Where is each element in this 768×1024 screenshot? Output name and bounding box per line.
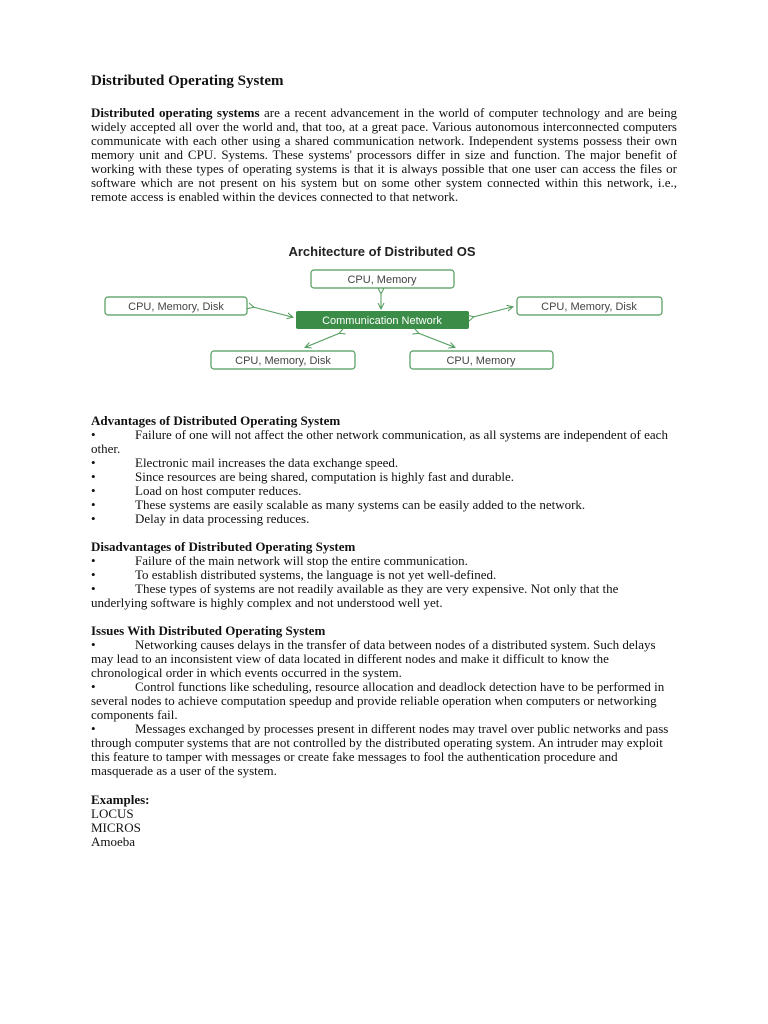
bullet-icon: •: [91, 497, 96, 512]
list-item-text: Control functions like scheduling, resource allocation and deadlock detection have to be performed in several nodes to achieve computation speedup and provide reliable operation when computers or networking components fail.: [91, 679, 665, 722]
arrow-bottom-right: [418, 333, 454, 347]
bullet-icon: •: [91, 581, 96, 596]
issues-section: [91, 624, 677, 778]
examples-section: [91, 793, 677, 849]
node-left-label: CPU, Memory, Disk: [128, 301, 224, 313]
list-item-text: These systems are easily scalable as many systems can be easily added to the network.: [135, 497, 586, 512]
bullet-icon: •: [91, 469, 96, 484]
diagram-title: Architecture of Distributed OS: [288, 244, 476, 259]
bullet-icon: •: [91, 679, 96, 694]
disadvantages-heading: Disadvantages of Distributed Operating System: [91, 539, 356, 554]
arrow-left: [253, 307, 292, 317]
example-item: LOCUS: [91, 806, 134, 821]
center-network-label: Communication Network: [322, 315, 442, 327]
page-title: Distributed Operating System: [91, 73, 284, 89]
list-item-text: Electronic mail increases the data exchange speed.: [135, 455, 399, 470]
list-item-text: Failure of the main network will stop the entire communication.: [135, 553, 468, 568]
node-right-label: CPU, Memory, Disk: [541, 301, 637, 313]
bullet-icon: •: [91, 553, 96, 568]
bullet-icon: •: [91, 511, 96, 526]
list-item-text: These types of systems are not readily available as they are very expensive. Not only that the underlying software is highly complex and not understood well yet.: [91, 581, 619, 610]
list-item: [91, 512, 677, 526]
list-item-text: Messages exchanged by processes present in different nodes may travel over public networks and pass through computer systems that are not controlled by the distributed operating system. An intruder may exploit this feature to tamper with messages or create fake messages to fool the authentication procedure and masquerade as a user of the system.: [91, 721, 669, 778]
node-bottom-left-label: CPU, Memory, Disk: [235, 355, 331, 367]
bullet-icon: •: [91, 721, 96, 736]
list-item-text: Networking causes delays in the transfer of data between nodes of a distributed system. Such delays may lead to an inconsistent view of data located in different nodes and make it difficult to know the chronological order in which events occurred in the system.: [91, 637, 656, 680]
list-item-text: To establish distributed systems, the language is not yet well-defined.: [135, 567, 497, 582]
issues-heading: Issues With Distributed Operating System: [91, 623, 326, 638]
bullet-icon: •: [91, 567, 96, 582]
list-item: [91, 456, 677, 470]
issues-list: [91, 638, 677, 778]
list-item-text: Load on host computer reduces.: [135, 483, 302, 498]
advantages-heading: Advantages of Distributed Operating System: [91, 413, 341, 428]
node-bottom-right-label: CPU, Memory: [446, 355, 516, 367]
arrow-bottom-left: [306, 333, 340, 347]
bullet-icon: •: [91, 455, 96, 470]
architecture-diagram: [100, 240, 670, 375]
intro-text: are a recent advancement in the world of computer technology and are being widely accepted all over the world and, that too, at a great pace. Various autonomous interconnected computers communicate with each other using a shared communication network. Independent systems possess their own memory unit and CPU. Systems. These systems' processors differ in size and function. The major benefit of working with these types of operating systems is that it is always possible that one user can access the files or software which are not present on his system but on some other system connected within this network, i.e., remote access is enabled within the devices connected to that network.: [91, 105, 677, 204]
disadvantages-section: [91, 540, 677, 610]
examples-heading: Examples:: [91, 792, 150, 807]
intro-bold-term: Distributed operating systems: [91, 105, 260, 120]
advantages-section: [91, 414, 677, 526]
bullet-icon: •: [91, 637, 96, 652]
bullet-icon: •: [91, 427, 96, 442]
list-item: [91, 680, 677, 722]
examples-list: [91, 807, 677, 849]
list-item: [91, 568, 677, 582]
example-item: Amoeba: [91, 834, 136, 849]
node-top-label: CPU, Memory: [347, 274, 417, 286]
list-item: [91, 470, 677, 484]
list-item: [91, 498, 677, 512]
list-item: [91, 484, 677, 498]
list-item: [91, 582, 677, 610]
bullet-icon: •: [91, 483, 96, 498]
document-body: [91, 72, 677, 204]
list-item: [91, 638, 677, 680]
example-item: MICROS: [91, 820, 141, 835]
intro-paragraph: [91, 106, 677, 204]
list-item-text: Failure of one will not affect the other network communication, as all systems are independent of each other.: [91, 427, 668, 456]
list-item-text: Delay in data processing reduces.: [135, 511, 310, 526]
list-item: [91, 722, 677, 778]
list-item: [91, 428, 677, 456]
arrow-right: [473, 307, 512, 317]
disadvantages-list: [91, 554, 677, 610]
list-item-text: Since resources are being shared, computation is highly fast and durable.: [135, 469, 515, 484]
advantages-list: [91, 428, 677, 526]
list-item: [91, 554, 677, 568]
